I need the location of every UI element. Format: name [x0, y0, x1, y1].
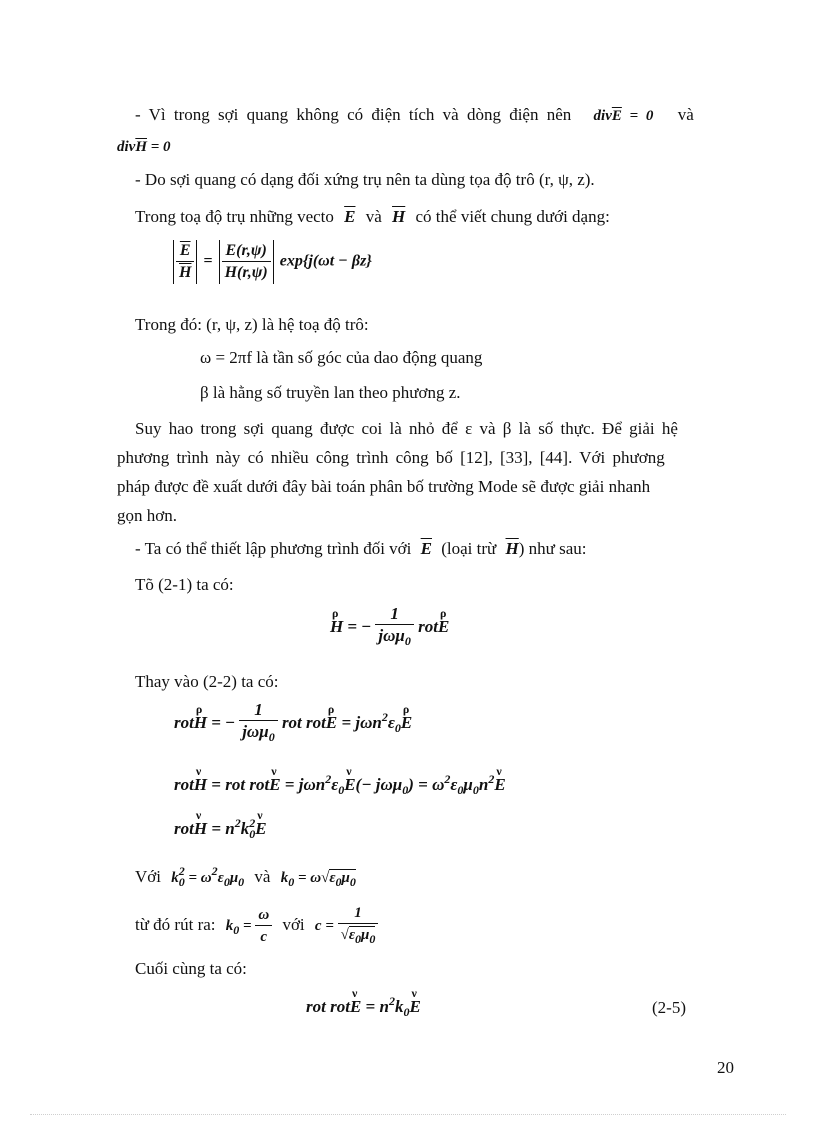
paragraph-line: Tõ (2-1) ta có: — [135, 575, 234, 594]
formula-rot-h-2: rot ν H = rot rot ν $E = j\omega n^2\varepsilon_0$ ν $E(- j\omega\mu_0) = \omega^2\varepsilon_0\mu_0n^2$ ν E — [174, 764, 506, 797]
formula-field-vector: $\frac{\overline{E}}{H}$ = $\frac{E(r,\psi)}{H(r,\psi)}$ exp{j(ωt − βz} — [171, 240, 372, 284]
paragraph-line — [135, 860, 356, 893]
text-span: và — [677, 105, 694, 124]
text-span: Trong toạ độ trụ những vecto — [135, 207, 334, 226]
text-span: (loại trừ — [441, 539, 497, 558]
formula-h-rot-e: ρ H = − $\frac{1}{j\omega\mu_0}$ rot ρ E — [330, 604, 450, 648]
paragraph-line: β là hằng số truyền lan theo phương z. — [200, 383, 461, 402]
paragraph-line: gọn hơn. — [117, 506, 177, 525]
vector-h: $\overline{H}$ — [392, 207, 406, 226]
formula-k0-omega-c: $k_0$ = $\frac{\omega}{c}$ — [226, 918, 272, 934]
formula-rot-h-3: rot ν $H = n^2k_0^2$ ν E — [174, 808, 267, 841]
text-span: từ đó rút ra: — [135, 914, 216, 934]
formula-k0: $k_0 = \omega√\varepsilon_0\mu_0$ — [280, 870, 356, 889]
paragraph-line: - Do sợi quang có dạng đối xứng trụ nên ta dùng tọa độ trô (r, ψ, z). — [135, 170, 595, 189]
paragraph-line — [135, 206, 610, 228]
text-span: - Ta có thể thiết lập phương trình đối với — [135, 539, 412, 558]
text-span: và — [365, 207, 382, 226]
paragraph-line — [135, 538, 587, 560]
equation-number: (2-5) — [652, 998, 686, 1017]
text-span: có thể viết chung dưới dạng: — [415, 207, 610, 226]
paragraph-line: Trong đó: (r, ψ, z) là hệ toạ độ trô: — [135, 315, 369, 334]
text-span: ) như sau: — [518, 539, 587, 558]
paragraph-line: Cuối cùng ta có: — [135, 959, 247, 978]
formula-div-h: $div\overline{H} = 0$ — [117, 139, 171, 155]
page-number: 20 — [717, 1058, 734, 1077]
paragraph-line: phương trình này có nhiều công trình công bố [12], [33], [44]. Với phương — [117, 448, 665, 467]
formula-c: c = $\frac{1}{√\varepsilon_0\mu_0}$ — [315, 918, 378, 934]
text-span: Với — [135, 867, 161, 886]
text-span: - Vì trong sợi quang không có điện tích và dòng điện nên — [135, 105, 572, 124]
formula-2-5: rot rot ν $E = n^2k_0$ ν E — [306, 986, 421, 1019]
formula-k0-squared: $k_0^2 = \omega^2\varepsilon_0\mu_0$ — [171, 864, 245, 889]
formula-div-e: $div\overline{E} = 0$ — [593, 108, 654, 124]
paragraph-line: pháp được đề xuất dưới đây bài toán phân bố trường Mode sẽ được giải nhanh — [117, 477, 651, 496]
paragraph-line: Thay vào (2-2) ta có: — [135, 672, 279, 691]
paragraph-line — [135, 903, 378, 950]
paragraph-line — [135, 104, 694, 127]
formula-rot-h-1: rot ρ H = − $\frac{1}{j\omega\mu_0}$ rot rot ρ $E = j\omega n^2\varepsilon_0$ ρ E — [174, 700, 413, 744]
text-span: với — [282, 914, 305, 934]
page-bottom-divider — [30, 1114, 786, 1115]
paragraph-line: ω = 2πf là tần số góc của dao động quang — [200, 348, 483, 367]
vector-e: $\overline{E}$ — [420, 539, 432, 558]
vector-h: $\overline{H}$ — [505, 539, 519, 558]
paragraph-line: Suy hao trong sợi quang được coi là nhỏ để ε và β là số thực. Để giải hệ — [135, 419, 678, 438]
text-span: và — [254, 867, 271, 886]
vector-e: $\overline{E}$ — [344, 207, 356, 226]
